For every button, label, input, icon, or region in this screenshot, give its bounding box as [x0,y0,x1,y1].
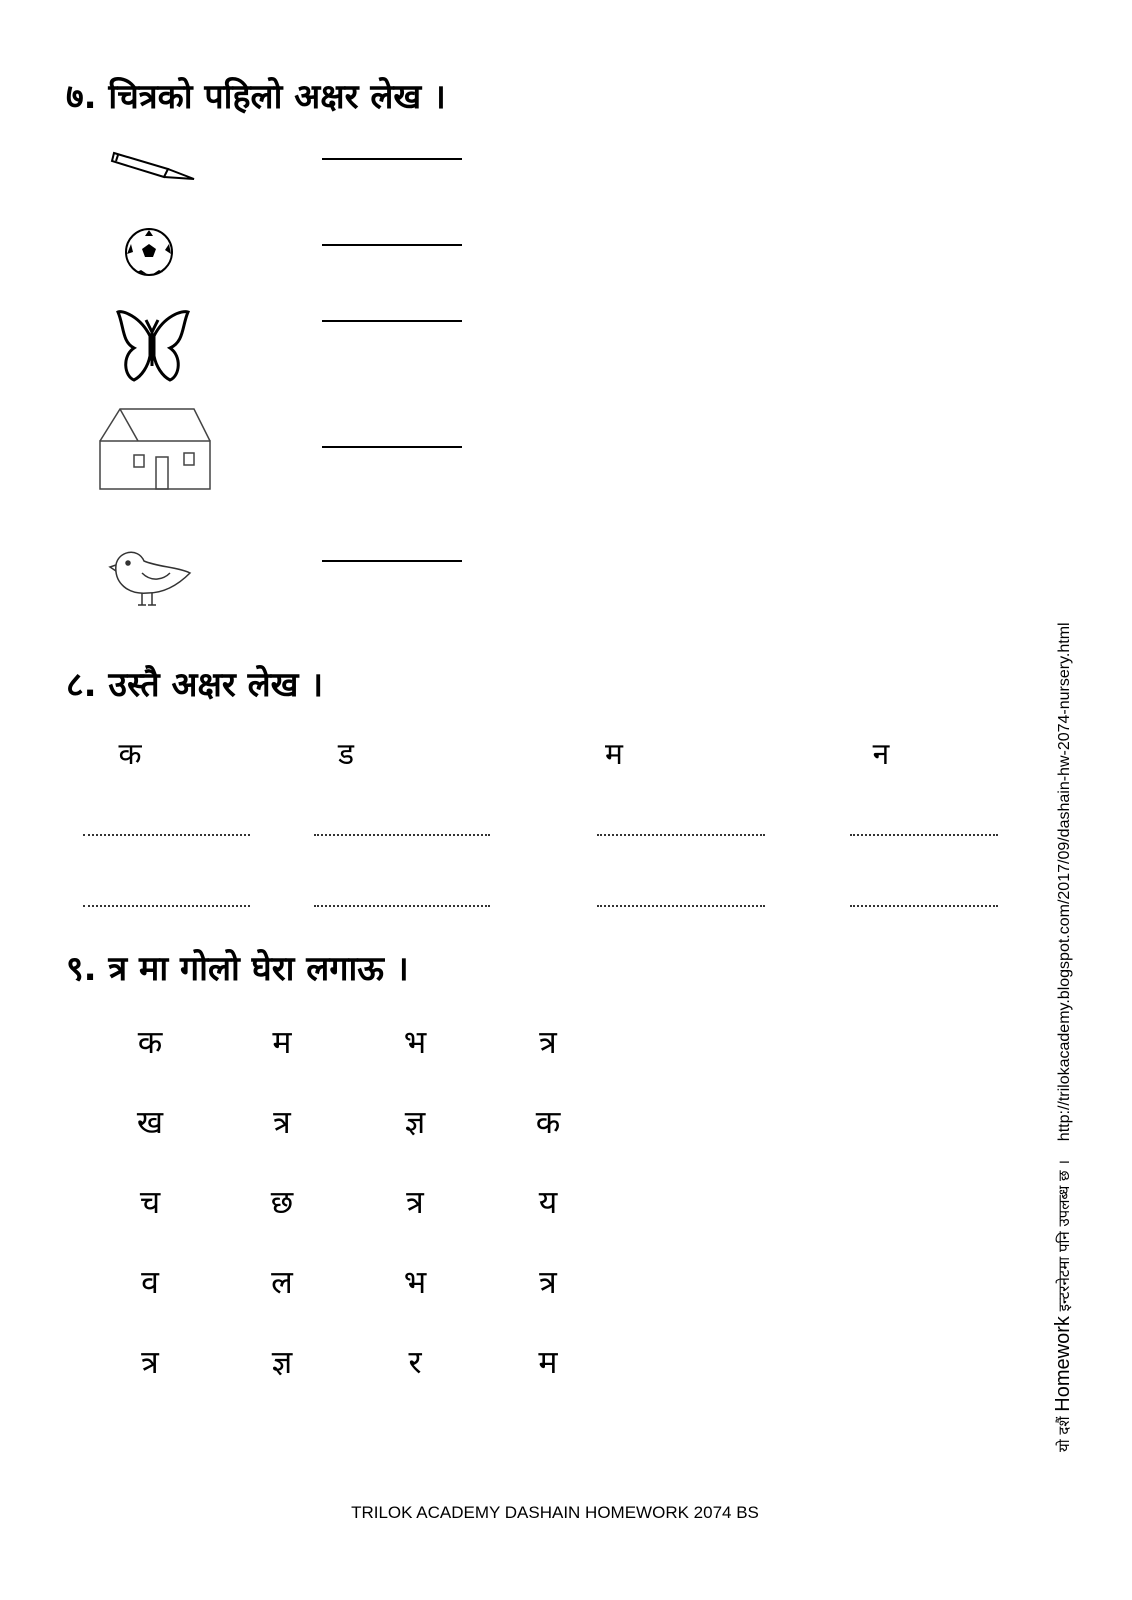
bird-icon [108,543,194,613]
grid-letter[interactable]: व [141,1263,159,1301]
side-note-prefix: यो दशैं [1055,1416,1073,1452]
grid-letter[interactable]: भ [403,1023,427,1061]
section-9-heading: ९. त्र मा गोलो घेरा लगाऊ । [66,949,409,989]
grid-letter[interactable]: छ [270,1183,294,1221]
side-note-homework: Homework [1052,1316,1074,1412]
dotted-line[interactable] [597,905,765,907]
pen-icon [108,145,198,185]
letter-4: न [872,737,890,772]
grid-letter[interactable]: क [535,1103,561,1141]
answer-line-bird[interactable] [322,560,462,562]
butterfly-icon [112,306,192,386]
grid-letter[interactable]: त्र [273,1103,291,1141]
grid-letter[interactable]: त्र [539,1263,557,1301]
grid-letter[interactable]: य [538,1183,558,1221]
dotted-line[interactable] [83,905,250,907]
grid-letter[interactable]: ल [271,1263,293,1301]
grid-letter[interactable]: त्र [539,1023,557,1061]
dotted-line[interactable] [850,905,998,907]
grid-letter[interactable]: म [272,1023,292,1061]
answer-line-pen[interactable] [322,158,462,160]
answer-line-butterfly[interactable] [322,320,462,322]
dotted-line[interactable] [314,834,490,836]
section-8-heading: ८. उस्तै अक्षर लेख । [66,665,324,705]
dotted-line[interactable] [850,834,998,836]
footer: TRILOK ACADEMY DASHAIN HOMEWORK 2074 BS [351,1503,759,1522]
grid-letter[interactable]: त्र [406,1183,424,1221]
grid-letter[interactable]: भ [403,1263,427,1301]
side-note-suffix: इन्टरनेटमा पनि उपलब्ध छ । [1055,1159,1073,1312]
side-note-url[interactable]: http://trilokacademy.blogspot.com/2017/09/dashain-hw-2074-nursery.html [1056,622,1073,1142]
side-note [1052,622,1075,1452]
grid-letter[interactable]: क [137,1023,163,1061]
grid-letter[interactable]: ज्ञ [404,1103,426,1141]
grid-letter[interactable]: त्र [141,1343,159,1381]
grid-letter[interactable]: च [139,1183,161,1221]
answer-line-house[interactable] [322,446,462,448]
football-icon [123,226,175,278]
letter-1: क [118,737,142,772]
section-7-heading: ७. चित्रको पहिलो अक्षर लेख । [66,77,446,117]
letter-3: म [605,737,623,772]
dotted-line[interactable] [83,834,250,836]
grid-letter[interactable]: म [538,1343,558,1381]
letter-2: ड [337,737,355,772]
grid-letter[interactable]: ख [136,1103,164,1141]
grid-letter[interactable]: ज्ञ [271,1343,293,1381]
dotted-line[interactable] [597,834,765,836]
dotted-line[interactable] [314,905,490,907]
answer-line-football[interactable] [322,244,462,246]
house-icon [98,405,214,493]
grid-letter[interactable]: र [408,1343,422,1381]
